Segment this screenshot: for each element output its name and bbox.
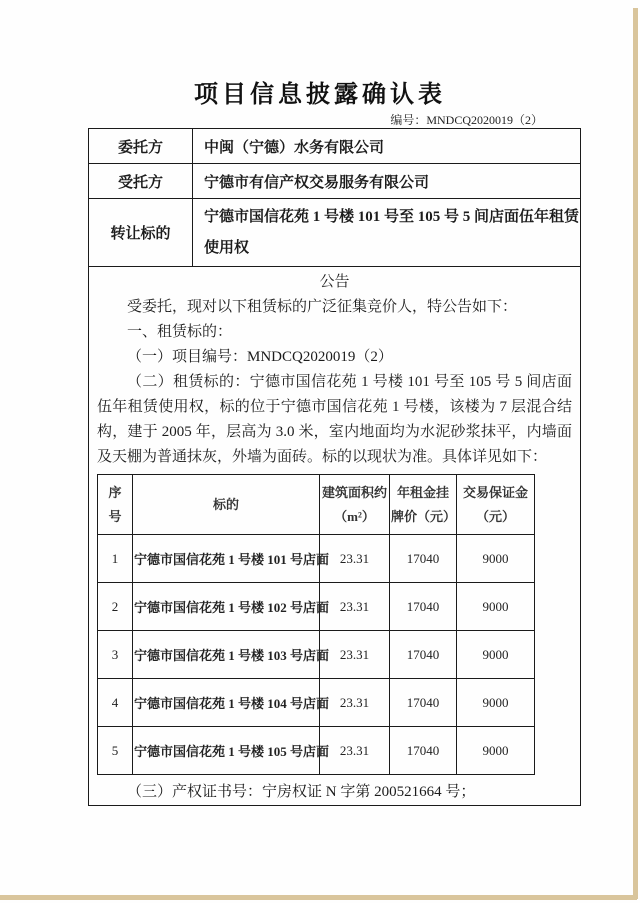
header-no [98, 475, 133, 535]
page-edge-right [633, 8, 638, 899]
cell-area: 23.31 [320, 679, 390, 727]
header-deposit-line1: 交易保证金 [462, 484, 528, 500]
table-row [89, 129, 581, 164]
table-row [89, 199, 581, 267]
announcement-item-one: （一）项目编号：MNDCQ2020019（2） [127, 349, 393, 365]
cell-area: 23.31 [320, 631, 390, 679]
table-row [98, 727, 535, 775]
cell-name: 宁德市国信花苑 1 号楼 103 号店面 [133, 631, 320, 679]
header-rent [390, 475, 457, 535]
table-row [98, 583, 535, 631]
table-row [98, 631, 535, 679]
header-rent-line2: 牌价（元） [391, 508, 457, 524]
client-value: 中闽（宁德）水务有限公司 [193, 129, 581, 164]
cell-rent: 17040 [390, 679, 457, 727]
cell-area: 23.31 [320, 583, 390, 631]
trustee-label: 受托方 [89, 164, 193, 199]
header-area-line2: （m²） [334, 508, 375, 524]
cell-name: 宁德市国信花苑 1 号楼 105 号店面 [133, 727, 320, 775]
announcement-item-three: （三）产权证书号：宁房权证 N 字第 200521664 号； [127, 784, 476, 800]
listing-header-row [98, 475, 535, 535]
header-deposit-line2: （元） [475, 508, 515, 524]
subject-label: 转让标的 [89, 199, 193, 267]
listing-table [97, 474, 535, 775]
announcement-section [89, 267, 581, 806]
cell-deposit: 9000 [457, 679, 535, 727]
cell-rent: 17040 [390, 631, 457, 679]
announcement-item-two: （二）租赁标的：宁德市国信花苑 1 号楼 101 号至 105 号 5 间店面伍年租赁使用权，标的位于宁德市国信花苑 1 号楼，该楼为 7 层混合结构，建于 2005 年，层高为 3.0 米，室内地面均为水泥砂浆抹平，内墙面及天棚为普通抹灰，外墙为面砖。标的以现状为准。具体详见如下： [97, 374, 572, 465]
cell-deposit: 9000 [457, 631, 535, 679]
page-title: 项目信息披露确认表 [194, 82, 446, 108]
header-rent-line1: 年租金挂 [396, 484, 449, 500]
table-row [89, 164, 581, 199]
trustee-value: 宁德市有信产权交易服务有限公司 [193, 164, 581, 199]
client-label: 委托方 [89, 129, 193, 164]
header-area [320, 475, 390, 535]
info-table [88, 128, 581, 806]
announcement-section-title: 一、租赁标的： [127, 324, 233, 340]
cell-rent: 17040 [390, 583, 457, 631]
cell-area: 23.31 [320, 535, 390, 583]
header-no-line2: 号 [108, 508, 122, 524]
cell-deposit: 9000 [457, 535, 535, 583]
cell-name: 宁德市国信花苑 1 号楼 102 号店面 [133, 583, 320, 631]
cell-deposit: 9000 [457, 727, 535, 775]
announcement-heading: 公告 [319, 274, 350, 290]
cell-rent: 17040 [390, 727, 457, 775]
header-no-line1: 序 [108, 484, 122, 500]
cell-area: 23.31 [320, 727, 390, 775]
doc-number: 编号：MNDCQ2020019（2） [390, 113, 543, 127]
cell-name: 宁德市国信花苑 1 号楼 104 号店面 [133, 679, 320, 727]
header-name: 标的 [133, 475, 320, 535]
cell-no: 2 [98, 583, 133, 631]
page-edge-bottom [0, 895, 637, 900]
table-row [89, 267, 581, 806]
cell-rent: 17040 [390, 535, 457, 583]
header-area-line1: 建筑面积约 [321, 484, 387, 500]
table-row [98, 679, 535, 727]
cell-no: 1 [98, 535, 133, 583]
cell-no: 4 [98, 679, 133, 727]
cell-no: 5 [98, 727, 133, 775]
announcement-intro: 受委托，现对以下租赁标的广泛征集竞价人，特公告如下： [127, 299, 518, 315]
cell-deposit: 9000 [457, 583, 535, 631]
table-row [98, 535, 535, 583]
cell-name: 宁德市国信花苑 1 号楼 101 号店面 [133, 535, 320, 583]
cell-no: 3 [98, 631, 133, 679]
subject-value: 宁德市国信花苑 1 号楼 101 号至 105 号 5 间店面伍年租赁使用权 [193, 199, 581, 267]
header-deposit [457, 475, 535, 535]
